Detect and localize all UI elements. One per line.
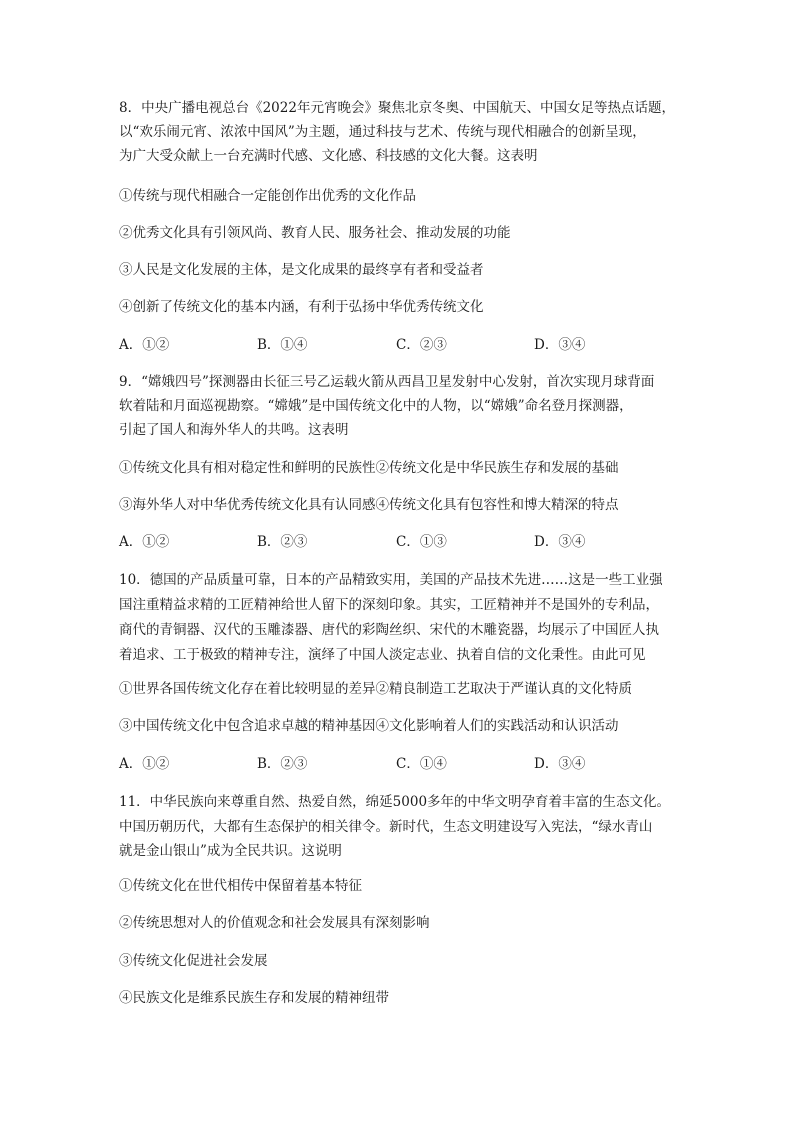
q10-choice-d[interactable]: D．③④	[534, 756, 586, 772]
q11-stem-line-1: 11．中华民族向来尊重自然、热爱自然，绵延5000多年的中华文明孕育着丰富的生态文化。	[119, 794, 671, 810]
q8-stem-line-2: 以“欢乐闹元宵、浓浓中国风”为主题，通过科技与艺术、传统与现代相融合的创新呈现，	[119, 124, 646, 140]
q10-item-1: ①世界各国传统文化存在着比较明显的差异②精良制造工艺取决于严谨认真的文化特质	[119, 681, 632, 697]
q9-choice-d[interactable]: D．③④	[534, 534, 586, 550]
q9-item-1: ①传统文化具有相对稳定性和鲜明的民族性②传统文化是中华民族生存和发展的基础	[119, 460, 619, 476]
q8-choice-a[interactable]: A．①②	[119, 337, 170, 353]
q8-item-2: ②优秀文化具有引领风尚、教育人民、服务社会、推动发展的功能	[119, 225, 511, 241]
q10-stem-line-3: 商代的青铜器、汉代的玉雕漆器、唐代的彩陶丝织、宋代的木雕瓷器，均展示了中国匠人执	[119, 622, 659, 638]
q8-item-3: ③人民是文化发展的主体，是文化成果的最终享有者和受益者	[119, 262, 484, 278]
q9-choices	[119, 532, 679, 552]
q9-stem-line-2: 软着陆和月面巡视勘察。“嫦娥”是中国传统文化中的人物，以“嫦娥”命名登月探测器，	[119, 398, 633, 414]
q10-choices	[119, 754, 679, 774]
q8-choice-b[interactable]: B．①④	[257, 337, 308, 353]
q11-stem-line-2: 中国历朝历代，大都有生态保护的相关律令。新时代，生态文明建设写入宪法，“绿水青山	[119, 819, 653, 835]
q9-stem-line-1: 9．“嫦娥四号”探测器由长征三号乙运载火箭从西昌卫星发射中心发射，首次实现月球背面	[119, 374, 655, 390]
q9-item-2: ③海外华人对中华优秀传统文化具有认同感④传统文化具有包容性和博大精深的特点	[119, 497, 619, 513]
q8-stem-line-1: 8．中央广播电视总台《2022年元宵晚会》聚焦北京冬奥、中国航天、中国女足等热点话题，	[119, 100, 675, 116]
q8-item-1: ①传统与现代相融合一定能创作出优秀的文化作品	[119, 188, 416, 204]
q9-choice-b[interactable]: B．②③	[257, 534, 308, 550]
q11-item-4: ④民族文化是维系民族生存和发展的精神纽带	[119, 990, 389, 1006]
q11-item-3: ③传统文化促进社会发展	[119, 953, 268, 969]
q9-choice-a[interactable]: A．①②	[119, 534, 170, 550]
q10-stem-line-4: 着追求、工于极致的精神专注，演绎了中国人淡定志业、执着自信的文化秉性。由此可见	[119, 647, 646, 663]
q10-choice-b[interactable]: B．②③	[257, 756, 308, 772]
q10-choice-c[interactable]: C．①④	[396, 756, 447, 772]
q8-choice-d[interactable]: D．③④	[534, 337, 586, 353]
q9-choice-c[interactable]: C．①③	[396, 534, 447, 550]
q10-stem-line-1: 10．德国的产品质量可靠，日本的产品精致实用，美国的产品技术先进……这是一些工业强	[119, 572, 663, 588]
q9-stem-line-3: 引起了国人和海外华人的共鸣。这表明	[119, 422, 349, 438]
q11-stem-line-3: 就是金山银山”成为全民共识。这说明	[119, 843, 342, 859]
q8-item-4: ④创新了传统文化的基本内涵，有利于弘扬中华优秀传统文化	[119, 299, 484, 315]
q10-stem-line-2: 国注重精益求精的工匠精神给世人留下的深刻印象。其实，工匠精神并不是国外的专利品，	[119, 597, 659, 613]
q8-stem-line-3: 为广大受众献上一台充满时代感、文化感、科技感的文化大餐。这表明	[119, 148, 538, 164]
q8-choices	[119, 335, 679, 355]
q10-item-2: ③中国传统文化中包含追求卓越的精神基因④文化影响着人们的实践活动和认识活动	[119, 718, 619, 734]
q11-item-1: ①传统文化在世代相传中保留着基本特征	[119, 878, 362, 894]
q10-choice-a[interactable]: A．①②	[119, 756, 170, 772]
q8-choice-c[interactable]: C．②③	[396, 337, 447, 353]
q11-item-2: ②传统思想对人的价值观念和社会发展具有深刻影响	[119, 915, 430, 931]
